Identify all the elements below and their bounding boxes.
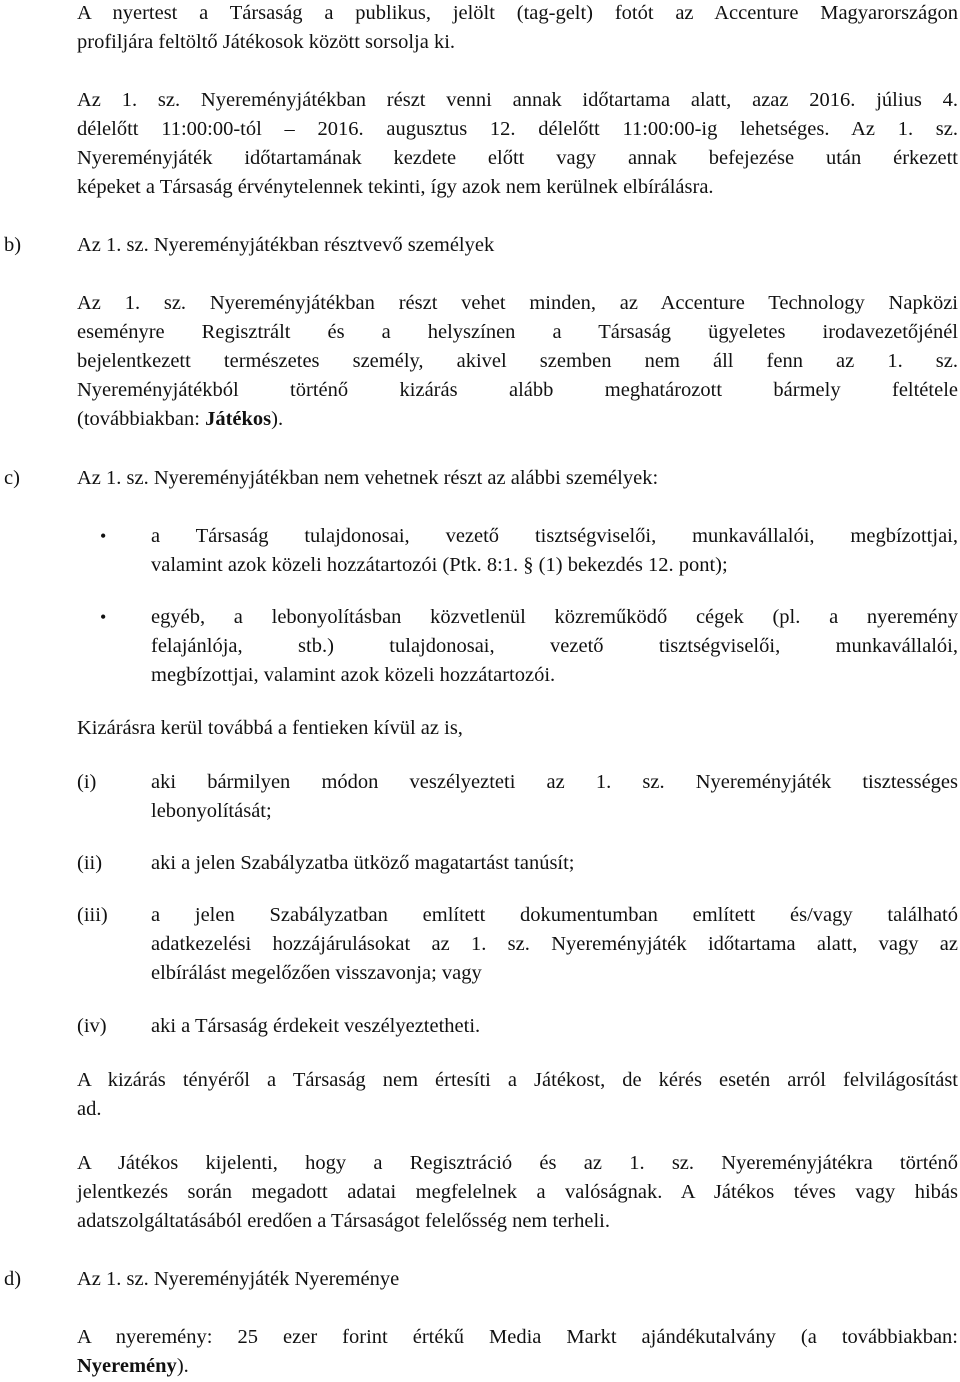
bullet-marker: • [100,526,107,546]
item-label: (iii) [77,904,108,926]
exclusion-item [151,901,958,988]
defined-term-jatekos: Játékos [205,408,272,430]
text-line: ad. [77,1098,102,1120]
section-c-marker: c) [4,467,20,489]
text-line: A kizárás tényéről a Társaság nem értesíti a Játékost, de kérés esetén arról felvilágosítást [77,1069,958,1091]
exclusion-intro: Kizárásra kerül továbbá a fentieken kívül az is, [77,717,463,739]
text-line: A Játékos kijelenti, hogy a Regisztráció és az 1. sz. Nyereményjátékra történő [77,1152,958,1174]
text-line: délelőtt 11:00:00-tól – 2016. augusztus 12. délelőtt 11:00:00-ig lehetséges. Az 1. sz. [77,118,958,140]
text-line: egyéb, a lebonyolításban közvetlenül közreműködő cégek (pl. a nyeremény [151,606,958,628]
intro-paragraph-1 [77,0,958,57]
text-line: képeket a Társaság érvénytelennek tekinti, így azok nem kerülnek elbírálásra. [77,176,714,198]
bullet-marker: • [100,607,107,627]
text-line: adatszolgáltatásából eredően a Társaságot felelősség nem terheli. [77,1210,610,1232]
section-d-marker: d) [4,1268,22,1290]
text-line: Nyereményjátékból történő kizárás alább meghatározott bármely feltétele [77,379,958,401]
exclusion-item [151,849,958,878]
player-declaration [77,1149,958,1236]
text-line: Nyeremény). [77,1355,189,1377]
text-line: adatkezelési hozzájárulásokat az 1. sz. Nyereményjáték időtartama alatt, vagy az [151,933,958,955]
text-line: Az 1. sz. Nyereményjátékban részt vehet minden, az Accenture Technology Napközi [77,292,958,314]
text-line: aki a Társaság érdekeit veszélyeztetheti. [151,1015,481,1037]
text-line: megbízottjai, valamint azok közeli hozzátartozói. [151,664,556,686]
text-line: Nyereményjáték időtartamának kezdete előtt vagy annak befejezése után érkezett [77,147,958,169]
text-line: aki bármilyen módon veszélyezteti az 1. sz. Nyereményjáték tisztességes [151,771,958,793]
bullet-item [151,522,958,580]
text-line: aki a jelen Szabályzatba ütköző magatartást tanúsít; [151,852,575,874]
text-line: a Társaság tulajdonosai, vezető tisztségviselői, munkavállalói, megbízottjai, [151,525,958,547]
defined-term-nyeremeny: Nyeremény [77,1355,177,1377]
text-line: a jelen Szabályzatban említett dokumentumban említett és/vagy található [151,904,958,926]
section-b-body [77,289,958,434]
exclusion-item [151,1012,958,1041]
exclusion-item [151,768,958,826]
text-line: Az 1. sz. Nyereményjátékban részt venni annak időtartama alatt, azaz 2016. július 4. [77,89,958,111]
intro-paragraph-2 [77,86,958,202]
text-line: lebonyolítását; [151,800,272,822]
text-line: felajánlója, stb.) tulajdonosai, vezető tisztségviselői, munkavállalói, [151,635,958,657]
text-line: (továbbiakban: Játékos). [77,408,284,430]
section-b-marker: b) [4,234,22,256]
item-label: (i) [77,771,97,793]
text-line: jelentkezés során megadott adatai megfelelnek a valóságnak. A Játékos téves vagy hibás [77,1181,958,1203]
item-label: (ii) [77,852,103,874]
exclusion-notice [77,1066,958,1124]
bullet-item [151,603,958,690]
text-line: elbírálást megelőzően visszavonja; vagy [151,962,482,984]
text-line: A nyeremény: 25 ezer forint értékű Media Markt ajándékutalvány (a továbbiakban: [77,1326,958,1348]
section-d-heading: Az 1. sz. Nyereményjáték Nyereménye [77,1268,400,1290]
text-line: profiljára feltöltő Játékosok között sorsolja ki. [77,31,456,53]
section-b-heading: Az 1. sz. Nyereményjátékban résztvevő személyek [77,234,495,256]
text-line: valamint azok közeli hozzátartozói (Ptk. 8:1. § (1) bekezdés 12. pont); [151,554,728,576]
prize-description [77,1323,958,1381]
text-line: eseményre Regisztrált és a helyszínen a Társaság ügyeletes irodavezetőjénél [77,321,958,343]
item-label: (iv) [77,1015,107,1037]
text-line: bejelentkezett természetes személy, akivel szemben nem áll fenn az 1. sz. [77,350,958,372]
section-c-heading: Az 1. sz. Nyereményjátékban nem vehetnek részt az alábbi személyek: [77,467,659,489]
text-line: A nyertest a Társaság a publikus, jelölt (tag-gelt) fotót az Accenture Magyarországon [77,2,958,24]
